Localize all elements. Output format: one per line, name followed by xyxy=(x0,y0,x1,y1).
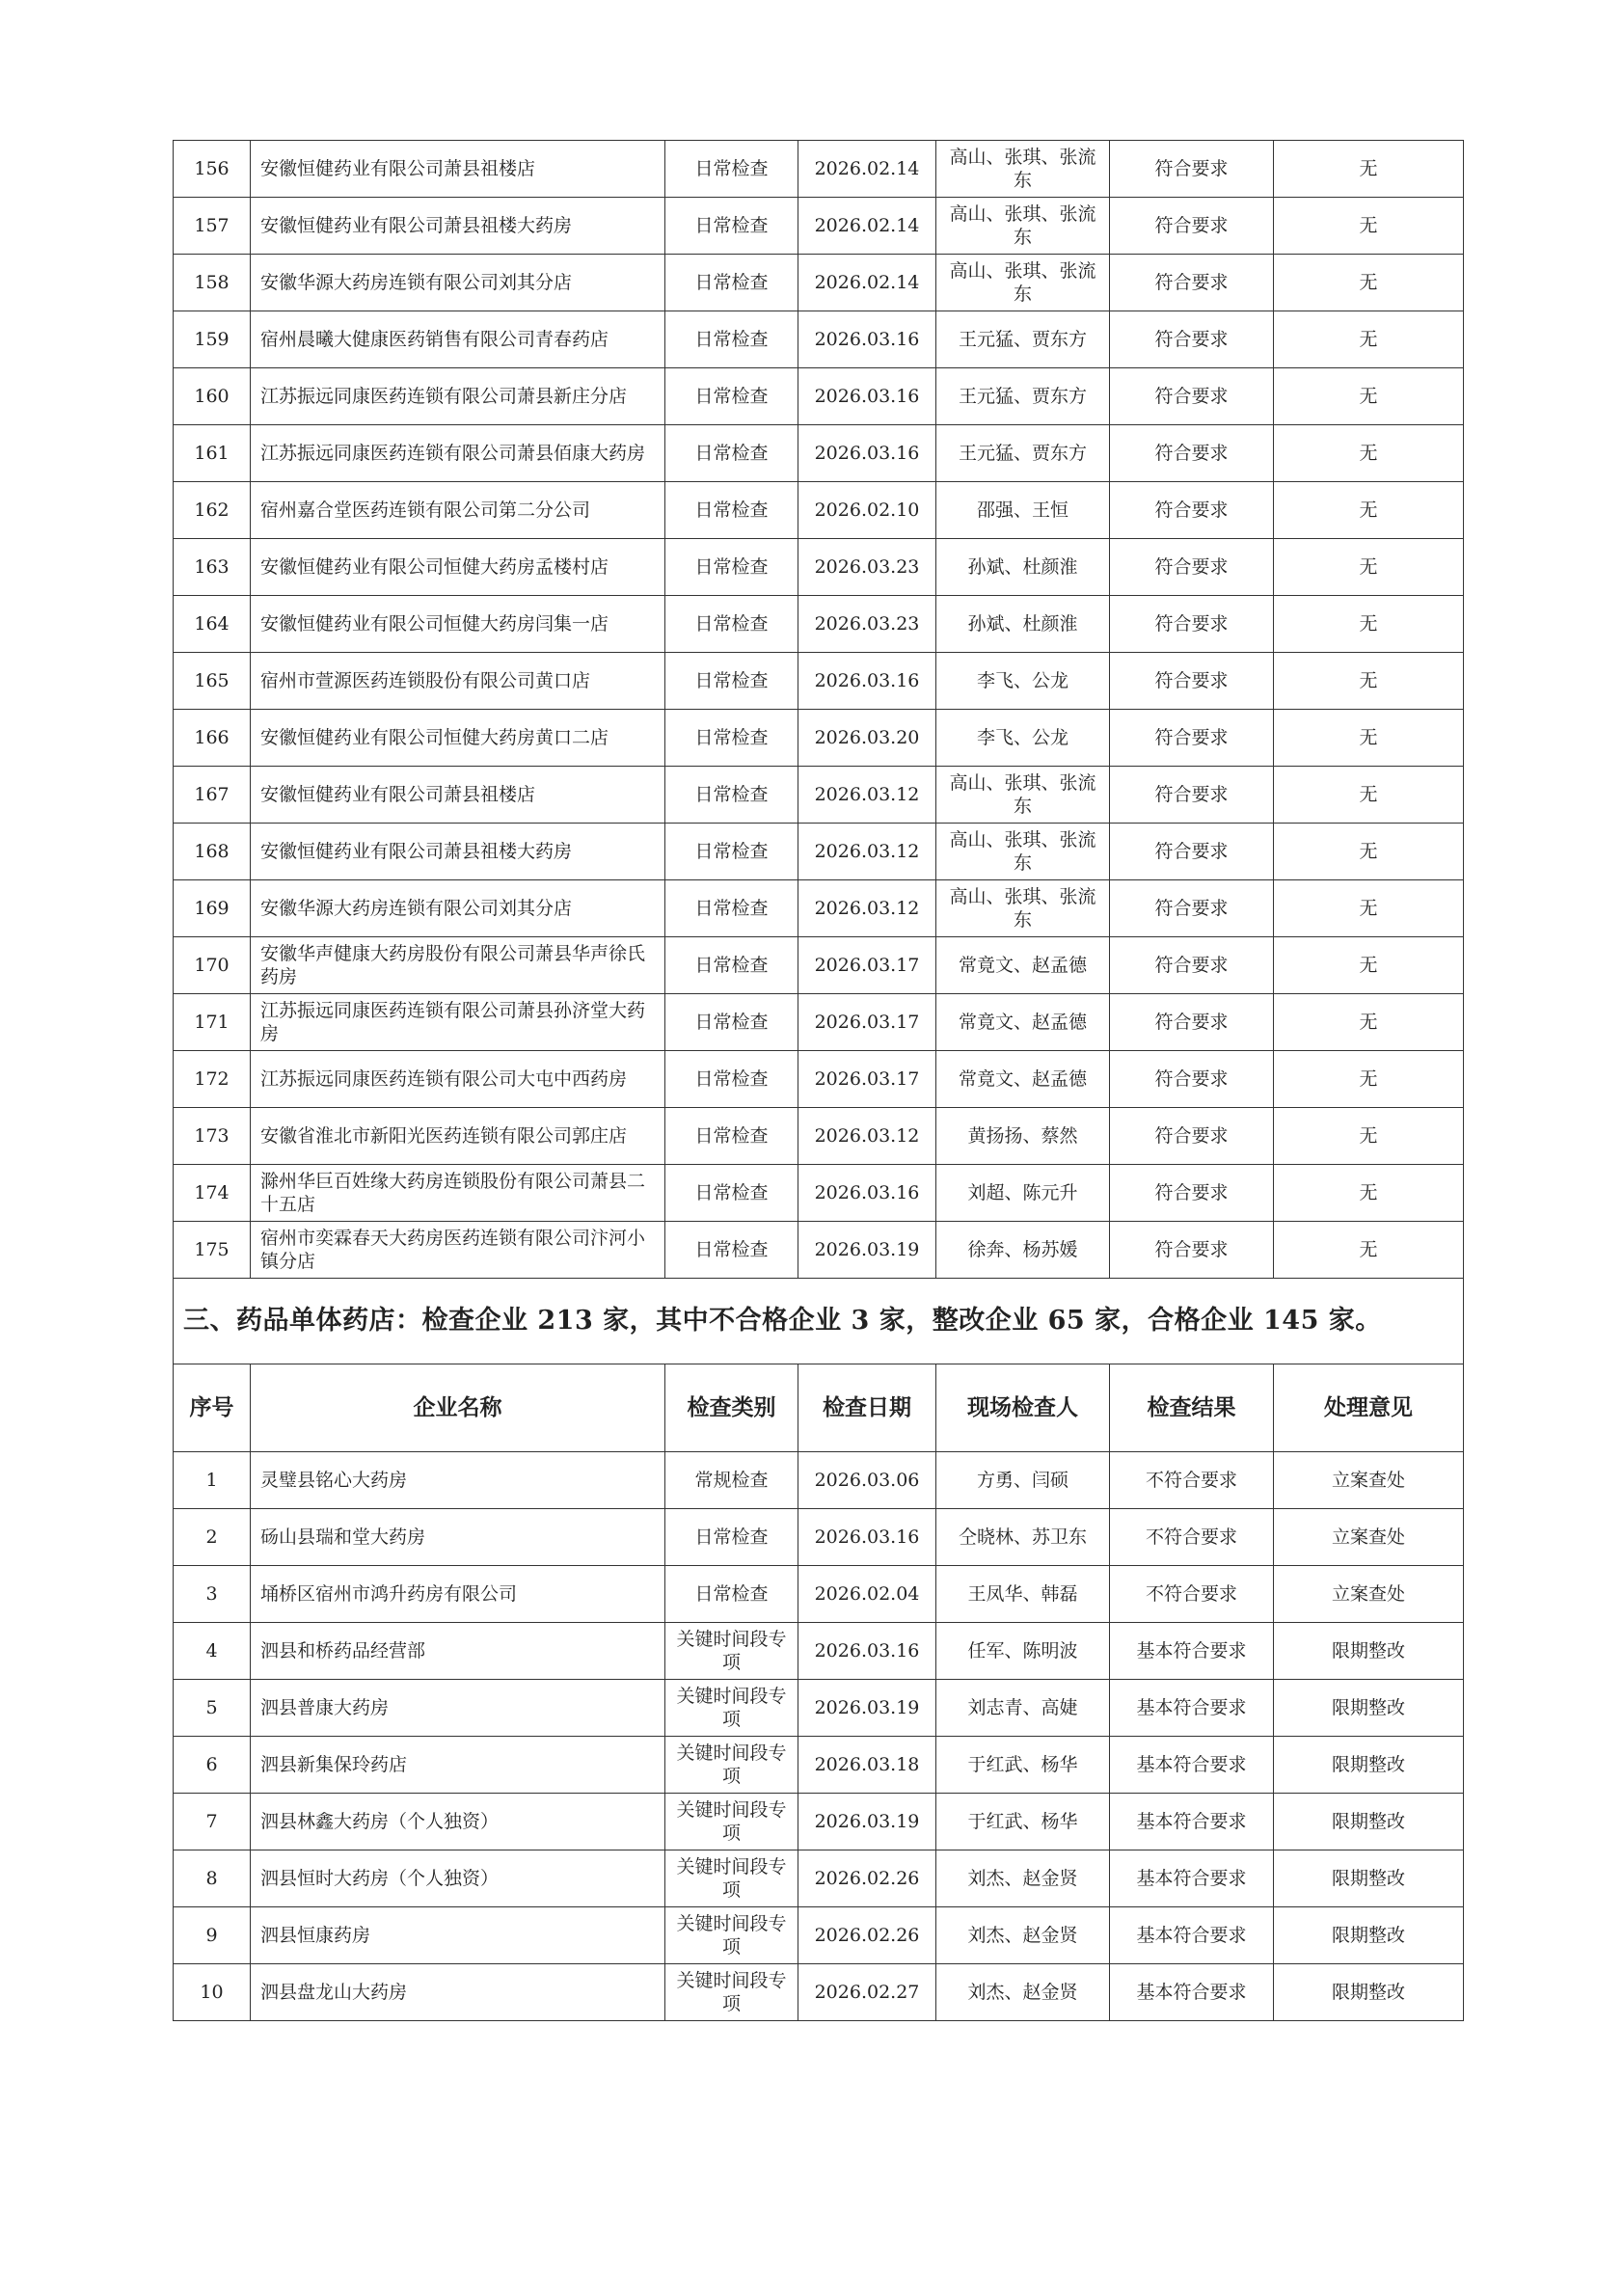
result-cell: 基本符合要求 xyxy=(1110,1964,1274,2021)
check-type-cell: 关键时间段专项 xyxy=(665,1680,798,1737)
check-type-cell: 日常检查 xyxy=(665,1566,798,1623)
seq-cell: 173 xyxy=(174,1108,251,1165)
result-cell: 符合要求 xyxy=(1110,1108,1274,1165)
check-date-cell: 2026.02.26 xyxy=(798,1907,936,1964)
seq-cell: 169 xyxy=(174,880,251,937)
header-result: 检查结果 xyxy=(1110,1364,1274,1452)
seq-cell: 161 xyxy=(174,425,251,482)
seq-cell: 174 xyxy=(174,1165,251,1222)
table-row xyxy=(174,1680,1464,1737)
handling-cell: 无 xyxy=(1274,255,1464,311)
handling-cell: 无 xyxy=(1274,880,1464,937)
handling-cell: 限期整改 xyxy=(1274,1964,1464,2021)
company-name-cell: 安徽省淮北市新阳光医药连锁有限公司郭庄店 xyxy=(251,1108,665,1165)
section-3-title: 三、药品单体药店：检查企业 213 家，其中不合格企业 3 家，整改企业 65 家，合格企业 145 家。 xyxy=(174,1279,1464,1364)
check-date-cell: 2026.03.17 xyxy=(798,1051,936,1108)
table-row xyxy=(174,1452,1464,1509)
check-date-cell: 2026.03.17 xyxy=(798,937,936,994)
check-date-cell: 2026.02.14 xyxy=(798,255,936,311)
inspectors-cell: 刘志青、高婕 xyxy=(936,1680,1110,1737)
seq-cell: 6 xyxy=(174,1737,251,1794)
seq-cell: 5 xyxy=(174,1680,251,1737)
inspection-table xyxy=(173,140,1464,2021)
result-cell: 基本符合要求 xyxy=(1110,1623,1274,1680)
check-date-cell: 2026.03.23 xyxy=(798,539,936,596)
check-type-cell: 日常检查 xyxy=(665,880,798,937)
seq-cell: 171 xyxy=(174,994,251,1051)
table-row xyxy=(174,141,1464,198)
inspectors-cell: 王凤华、韩磊 xyxy=(936,1566,1110,1623)
check-type-cell: 日常检查 xyxy=(665,767,798,824)
check-date-cell: 2026.03.16 xyxy=(798,653,936,710)
result-cell: 基本符合要求 xyxy=(1110,1680,1274,1737)
check-type-cell: 关键时间段专项 xyxy=(665,1964,798,2021)
inspectors-cell: 于红武、杨华 xyxy=(936,1737,1110,1794)
check-date-cell: 2026.03.16 xyxy=(798,425,936,482)
check-type-cell: 日常检查 xyxy=(665,198,798,255)
handling-cell: 无 xyxy=(1274,1051,1464,1108)
result-cell: 符合要求 xyxy=(1110,653,1274,710)
table-row xyxy=(174,1907,1464,1964)
company-name-cell: 埇桥区宿州市鸿升药房有限公司 xyxy=(251,1566,665,1623)
check-type-cell: 关键时间段专项 xyxy=(665,1794,798,1850)
inspectors-cell: 仝晓林、苏卫东 xyxy=(936,1509,1110,1566)
inspectors-cell: 李飞、公龙 xyxy=(936,653,1110,710)
company-name-cell: 安徽恒健药业有限公司萧县祖楼大药房 xyxy=(251,824,665,880)
inspectors-cell: 刘杰、赵金贤 xyxy=(936,1850,1110,1907)
handling-cell: 无 xyxy=(1274,141,1464,198)
handling-cell: 无 xyxy=(1274,482,1464,539)
inspectors-cell: 王元猛、贾东方 xyxy=(936,425,1110,482)
check-type-cell: 关键时间段专项 xyxy=(665,1623,798,1680)
check-date-cell: 2026.03.16 xyxy=(798,368,936,425)
check-date-cell: 2026.03.16 xyxy=(798,1165,936,1222)
check-type-cell: 日常检查 xyxy=(665,994,798,1051)
table-row xyxy=(174,1623,1464,1680)
check-type-cell: 日常检查 xyxy=(665,255,798,311)
table-row xyxy=(174,1509,1464,1566)
seq-cell: 158 xyxy=(174,255,251,311)
table-row xyxy=(174,1794,1464,1850)
header-check-date: 检查日期 xyxy=(798,1364,936,1452)
table-row xyxy=(174,994,1464,1051)
seq-cell: 9 xyxy=(174,1907,251,1964)
seq-cell: 172 xyxy=(174,1051,251,1108)
result-cell: 基本符合要求 xyxy=(1110,1907,1274,1964)
seq-cell: 157 xyxy=(174,198,251,255)
result-cell: 不符合要求 xyxy=(1110,1566,1274,1623)
inspectors-cell: 高山、张琪、张流东 xyxy=(936,767,1110,824)
inspectors-cell: 方勇、闫硕 xyxy=(936,1452,1110,1509)
check-date-cell: 2026.02.04 xyxy=(798,1566,936,1623)
table-row xyxy=(174,539,1464,596)
handling-cell: 限期整改 xyxy=(1274,1623,1464,1680)
check-type-cell: 日常检查 xyxy=(665,824,798,880)
result-cell: 基本符合要求 xyxy=(1110,1737,1274,1794)
inspectors-cell: 常竟文、赵孟德 xyxy=(936,1051,1110,1108)
table-row xyxy=(174,1108,1464,1165)
company-name-cell: 江苏振远同康医药连锁有限公司萧县孙济堂大药房 xyxy=(251,994,665,1051)
handling-cell: 限期整改 xyxy=(1274,1907,1464,1964)
check-type-cell: 日常检查 xyxy=(665,1165,798,1222)
table-row xyxy=(174,710,1464,767)
check-date-cell: 2026.03.23 xyxy=(798,596,936,653)
result-cell: 符合要求 xyxy=(1110,368,1274,425)
handling-cell: 立案查处 xyxy=(1274,1509,1464,1566)
check-type-cell: 日常检查 xyxy=(665,425,798,482)
handling-cell: 无 xyxy=(1274,1165,1464,1222)
section-3-block xyxy=(174,1279,1464,1452)
inspectors-cell: 高山、张琪、张流东 xyxy=(936,141,1110,198)
seq-cell: 175 xyxy=(174,1222,251,1279)
check-type-cell: 日常检查 xyxy=(665,482,798,539)
inspectors-cell: 邵强、王恒 xyxy=(936,482,1110,539)
table-header-row xyxy=(174,1364,1464,1452)
table-row xyxy=(174,767,1464,824)
check-date-cell: 2026.03.12 xyxy=(798,880,936,937)
check-date-cell: 2026.03.19 xyxy=(798,1222,936,1279)
check-date-cell: 2026.03.12 xyxy=(798,824,936,880)
company-name-cell: 江苏振远同康医药连锁有限公司萧县佰康大药房 xyxy=(251,425,665,482)
check-date-cell: 2026.03.19 xyxy=(798,1680,936,1737)
inspectors-cell: 徐奔、杨苏媛 xyxy=(936,1222,1110,1279)
company-name-cell: 宿州市奕霖春天大药房医药连锁有限公司汴河小镇分店 xyxy=(251,1222,665,1279)
table-row xyxy=(174,1222,1464,1279)
company-name-cell: 砀山县瑞和堂大药房 xyxy=(251,1509,665,1566)
header-company-name: 企业名称 xyxy=(251,1364,665,1452)
inspectors-cell: 王元猛、贾东方 xyxy=(936,368,1110,425)
handling-cell: 无 xyxy=(1274,539,1464,596)
inspection-sheet xyxy=(173,140,1463,2021)
check-date-cell: 2026.02.14 xyxy=(798,141,936,198)
result-cell: 不符合要求 xyxy=(1110,1509,1274,1566)
company-name-cell: 泗县普康大药房 xyxy=(251,1680,665,1737)
inspectors-cell: 孙斌、杜颜淮 xyxy=(936,596,1110,653)
check-type-cell: 日常检查 xyxy=(665,141,798,198)
check-date-cell: 2026.03.12 xyxy=(798,1108,936,1165)
table-row xyxy=(174,1850,1464,1907)
seq-cell: 1 xyxy=(174,1452,251,1509)
company-name-cell: 泗县新集保玲药店 xyxy=(251,1737,665,1794)
inspectors-cell: 刘杰、赵金贤 xyxy=(936,1907,1110,1964)
handling-cell: 无 xyxy=(1274,596,1464,653)
check-type-cell: 关键时间段专项 xyxy=(665,1850,798,1907)
company-name-cell: 江苏振远同康医药连锁有限公司大屯中西药房 xyxy=(251,1051,665,1108)
seq-cell: 165 xyxy=(174,653,251,710)
check-type-cell: 日常检查 xyxy=(665,1051,798,1108)
result-cell: 符合要求 xyxy=(1110,710,1274,767)
result-cell: 符合要求 xyxy=(1110,482,1274,539)
seq-cell: 163 xyxy=(174,539,251,596)
inspectors-cell: 常竟文、赵孟德 xyxy=(936,937,1110,994)
result-cell: 不符合要求 xyxy=(1110,1452,1274,1509)
check-date-cell: 2026.02.27 xyxy=(798,1964,936,2021)
table-row xyxy=(174,425,1464,482)
result-cell: 符合要求 xyxy=(1110,994,1274,1051)
check-type-cell: 日常检查 xyxy=(665,596,798,653)
check-type-cell: 日常检查 xyxy=(665,710,798,767)
handling-cell: 无 xyxy=(1274,767,1464,824)
result-cell: 符合要求 xyxy=(1110,1222,1274,1279)
result-cell: 基本符合要求 xyxy=(1110,1794,1274,1850)
seq-cell: 167 xyxy=(174,767,251,824)
inspectors-cell: 刘超、陈元升 xyxy=(936,1165,1110,1222)
handling-cell: 无 xyxy=(1274,824,1464,880)
seq-cell: 159 xyxy=(174,311,251,368)
header-check-type: 检查类别 xyxy=(665,1364,798,1452)
table-row xyxy=(174,255,1464,311)
header-handling: 处理意见 xyxy=(1274,1364,1464,1452)
company-name-cell: 安徽恒健药业有限公司萧县祖楼店 xyxy=(251,767,665,824)
company-name-cell: 安徽华源大药房连锁有限公司刘其分店 xyxy=(251,880,665,937)
inspectors-cell: 王元猛、贾东方 xyxy=(936,311,1110,368)
check-date-cell: 2026.02.14 xyxy=(798,198,936,255)
check-type-cell: 常规检查 xyxy=(665,1452,798,1509)
result-cell: 符合要求 xyxy=(1110,1165,1274,1222)
header-inspectors: 现场检查人 xyxy=(936,1364,1110,1452)
table-row xyxy=(174,1964,1464,2021)
seq-cell: 168 xyxy=(174,824,251,880)
company-name-cell: 宿州嘉合堂医药连锁有限公司第二分公司 xyxy=(251,482,665,539)
result-cell: 符合要求 xyxy=(1110,596,1274,653)
seq-cell: 160 xyxy=(174,368,251,425)
check-date-cell: 2026.03.06 xyxy=(798,1452,936,1509)
handling-cell: 限期整改 xyxy=(1274,1680,1464,1737)
company-name-cell: 泗县恒时大药房（个人独资） xyxy=(251,1850,665,1907)
table-row xyxy=(174,368,1464,425)
check-date-cell: 2026.03.20 xyxy=(798,710,936,767)
company-name-cell: 安徽恒健药业有限公司恒健大药房孟楼村店 xyxy=(251,539,665,596)
table-row xyxy=(174,824,1464,880)
inspectors-cell: 任军、陈明波 xyxy=(936,1623,1110,1680)
inspectors-cell: 黄扬扬、蔡然 xyxy=(936,1108,1110,1165)
handling-cell: 无 xyxy=(1274,710,1464,767)
table-row xyxy=(174,937,1464,994)
company-name-cell: 灵璧县铭心大药房 xyxy=(251,1452,665,1509)
inspectors-cell: 高山、张琪、张流东 xyxy=(936,880,1110,937)
result-cell: 符合要求 xyxy=(1110,198,1274,255)
check-date-cell: 2026.03.19 xyxy=(798,1794,936,1850)
inspectors-cell: 李飞、公龙 xyxy=(936,710,1110,767)
company-name-cell: 安徽华源大药房连锁有限公司刘其分店 xyxy=(251,255,665,311)
check-date-cell: 2026.03.16 xyxy=(798,1509,936,1566)
handling-cell: 无 xyxy=(1274,653,1464,710)
check-type-cell: 关键时间段专项 xyxy=(665,1907,798,1964)
seq-cell: 7 xyxy=(174,1794,251,1850)
handling-cell: 限期整改 xyxy=(1274,1794,1464,1850)
check-date-cell: 2026.03.16 xyxy=(798,1623,936,1680)
check-date-cell: 2026.02.26 xyxy=(798,1850,936,1907)
check-date-cell: 2026.03.17 xyxy=(798,994,936,1051)
check-date-cell: 2026.03.16 xyxy=(798,311,936,368)
check-type-cell: 日常检查 xyxy=(665,937,798,994)
company-name-cell: 安徽恒健药业有限公司恒健大药房闫集一店 xyxy=(251,596,665,653)
handling-cell: 无 xyxy=(1274,1108,1464,1165)
company-name-cell: 滁州华巨百姓缘大药房连锁股份有限公司萧县二十五店 xyxy=(251,1165,665,1222)
header-seq: 序号 xyxy=(174,1364,251,1452)
check-date-cell: 2026.03.18 xyxy=(798,1737,936,1794)
seq-cell: 156 xyxy=(174,141,251,198)
handling-cell: 无 xyxy=(1274,937,1464,994)
company-name-cell: 宿州市萱源医药连锁股份有限公司黄口店 xyxy=(251,653,665,710)
handling-cell: 无 xyxy=(1274,425,1464,482)
company-name-cell: 安徽恒健药业有限公司恒健大药房黄口二店 xyxy=(251,710,665,767)
check-type-cell: 日常检查 xyxy=(665,1222,798,1279)
result-cell: 符合要求 xyxy=(1110,141,1274,198)
table-row xyxy=(174,198,1464,255)
single-pharmacy-rows xyxy=(174,1452,1464,2021)
check-type-cell: 日常检查 xyxy=(665,653,798,710)
result-cell: 符合要求 xyxy=(1110,255,1274,311)
check-type-cell: 关键时间段专项 xyxy=(665,1737,798,1794)
company-name-cell: 江苏振远同康医药连锁有限公司萧县新庄分店 xyxy=(251,368,665,425)
company-name-cell: 宿州晨曦大健康医药销售有限公司青春药店 xyxy=(251,311,665,368)
inspectors-cell: 高山、张琪、张流东 xyxy=(936,198,1110,255)
check-date-cell: 2026.02.10 xyxy=(798,482,936,539)
table-row xyxy=(174,880,1464,937)
seq-cell: 8 xyxy=(174,1850,251,1907)
check-type-cell: 日常检查 xyxy=(665,1108,798,1165)
result-cell: 符合要求 xyxy=(1110,311,1274,368)
inspectors-cell: 高山、张琪、张流东 xyxy=(936,824,1110,880)
result-cell: 符合要求 xyxy=(1110,539,1274,596)
result-cell: 符合要求 xyxy=(1110,824,1274,880)
handling-cell: 立案查处 xyxy=(1274,1566,1464,1623)
seq-cell: 170 xyxy=(174,937,251,994)
seq-cell: 4 xyxy=(174,1623,251,1680)
check-type-cell: 日常检查 xyxy=(665,368,798,425)
seq-cell: 2 xyxy=(174,1509,251,1566)
company-name-cell: 安徽恒健药业有限公司萧县祖楼大药房 xyxy=(251,198,665,255)
table-row xyxy=(174,1566,1464,1623)
inspectors-cell: 于红武、杨华 xyxy=(936,1794,1110,1850)
seq-cell: 164 xyxy=(174,596,251,653)
table-row xyxy=(174,482,1464,539)
check-type-cell: 日常检查 xyxy=(665,539,798,596)
handling-cell: 无 xyxy=(1274,198,1464,255)
handling-cell: 无 xyxy=(1274,994,1464,1051)
result-cell: 符合要求 xyxy=(1110,1051,1274,1108)
company-name-cell: 安徽华声健康大药房股份有限公司萧县华声徐氏药房 xyxy=(251,937,665,994)
result-cell: 符合要求 xyxy=(1110,880,1274,937)
result-cell: 符合要求 xyxy=(1110,937,1274,994)
seq-cell: 166 xyxy=(174,710,251,767)
table-row xyxy=(174,653,1464,710)
chain-store-rows xyxy=(174,141,1464,1279)
table-row xyxy=(174,311,1464,368)
table-row xyxy=(174,1165,1464,1222)
company-name-cell: 泗县和桥药品经营部 xyxy=(251,1623,665,1680)
table-row xyxy=(174,1051,1464,1108)
section-3-row xyxy=(174,1279,1464,1364)
seq-cell: 3 xyxy=(174,1566,251,1623)
seq-cell: 10 xyxy=(174,1964,251,2021)
company-name-cell: 安徽恒健药业有限公司萧县祖楼店 xyxy=(251,141,665,198)
inspectors-cell: 孙斌、杜颜淮 xyxy=(936,539,1110,596)
handling-cell: 立案查处 xyxy=(1274,1452,1464,1509)
table-row xyxy=(174,596,1464,653)
inspectors-cell: 常竟文、赵孟德 xyxy=(936,994,1110,1051)
inspectors-cell: 高山、张琪、张流东 xyxy=(936,255,1110,311)
handling-cell: 限期整改 xyxy=(1274,1850,1464,1907)
result-cell: 基本符合要求 xyxy=(1110,1850,1274,1907)
result-cell: 符合要求 xyxy=(1110,425,1274,482)
handling-cell: 无 xyxy=(1274,311,1464,368)
company-name-cell: 泗县盘龙山大药房 xyxy=(251,1964,665,2021)
inspectors-cell: 刘杰、赵金贤 xyxy=(936,1964,1110,2021)
seq-cell: 162 xyxy=(174,482,251,539)
table-row xyxy=(174,1737,1464,1794)
handling-cell: 限期整改 xyxy=(1274,1737,1464,1794)
check-type-cell: 日常检查 xyxy=(665,1509,798,1566)
handling-cell: 无 xyxy=(1274,368,1464,425)
company-name-cell: 泗县恒康药房 xyxy=(251,1907,665,1964)
handling-cell: 无 xyxy=(1274,1222,1464,1279)
check-date-cell: 2026.03.12 xyxy=(798,767,936,824)
check-type-cell: 日常检查 xyxy=(665,311,798,368)
result-cell: 符合要求 xyxy=(1110,767,1274,824)
company-name-cell: 泗县林鑫大药房（个人独资） xyxy=(251,1794,665,1850)
